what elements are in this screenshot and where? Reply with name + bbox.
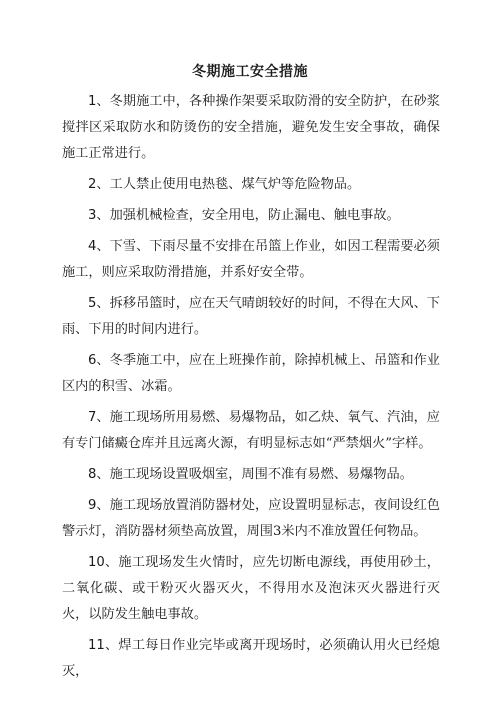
paragraph-6 xyxy=(62,348,440,400)
paragraph-number: 6 xyxy=(88,353,97,368)
paragraph-9 xyxy=(62,493,440,545)
paragraph-text: 、冬期施工中，各种操作架要采取防滑的安全防护，在砂浆搅拌区采取防水和防烫伤的安全措施，避免发生安全事故，确保施工正常进行。 xyxy=(62,94,440,161)
document-body xyxy=(62,89,440,690)
paragraph-number: 10 xyxy=(88,555,105,570)
paragraph-7 xyxy=(62,405,440,457)
paragraph-4 xyxy=(62,234,440,286)
paragraph-8 xyxy=(62,462,440,488)
paragraph-text: 、工人禁止使用电热毯、煤气炉等危险物品。 xyxy=(96,177,361,192)
document-title: 冬期施工安全措施 xyxy=(192,64,308,80)
paragraph-number: 3 xyxy=(88,208,97,223)
paragraph-text: 、施工现场设置吸烟室，周围不准有易燃、易爆物品。 xyxy=(96,467,413,482)
paragraph-2 xyxy=(62,172,440,198)
paragraph-number: 5 xyxy=(88,296,97,311)
paragraph-text: 、焊工每日作业完毕或离开现场时，必须确认用火已经熄灭， xyxy=(62,638,440,679)
paragraph-3 xyxy=(62,203,440,229)
paragraph-10 xyxy=(62,550,440,628)
paragraph-1 xyxy=(62,89,440,167)
paragraph-number: 7 xyxy=(88,410,97,425)
paragraph-5 xyxy=(62,291,440,343)
paragraph-text: 、施工现场所用易燃、易爆物品，如乙炔、氧气、汽油，应有专门储癜仓库并且远离火源，有明显标志如“严禁烟火”字样。 xyxy=(62,410,440,451)
paragraph-text: 、拆移吊篮时，应在天气晴朗较好的时间，不得在大风、下雨、下用的时间内进行。 xyxy=(62,296,440,337)
paragraph-number: 8 xyxy=(88,467,97,482)
paragraph-text: 、冬季施工中，应在上班操作前，除掉机械上、吊篮和作业区内的积雪、冰霜。 xyxy=(62,353,440,394)
paragraph-text: 、下雪、下雨尽量不安排在吊篮上作业，如因工程需要必须施工，则应采取防滑措施，并系好安全带。 xyxy=(62,239,440,280)
paragraph-number: 1 xyxy=(88,94,97,109)
paragraph-text: 、施工现场放置消防器材处，应设置明显标志，夜间设红色警示灯，消防器材须垫高放置，周围3米内不准放置任何物品。 xyxy=(62,498,440,539)
paragraph-text: 、加强机械检查，安全用电，防止漏电、触电事故。 xyxy=(96,208,400,223)
paragraph-number: 9 xyxy=(88,498,97,513)
paragraph-number: 2 xyxy=(88,177,97,192)
paragraph-number: 11 xyxy=(88,638,105,653)
paragraph-11 xyxy=(62,633,440,685)
paragraph-number: 4 xyxy=(88,239,97,254)
paragraph-text: 、施工现场发生火情时，应先切断电源线，再使用砂土，二氧化碳、或干粉灭火器灭火，不得用水及泡沫灭火器进行灭火，以防发生触电事故。 xyxy=(62,555,440,622)
